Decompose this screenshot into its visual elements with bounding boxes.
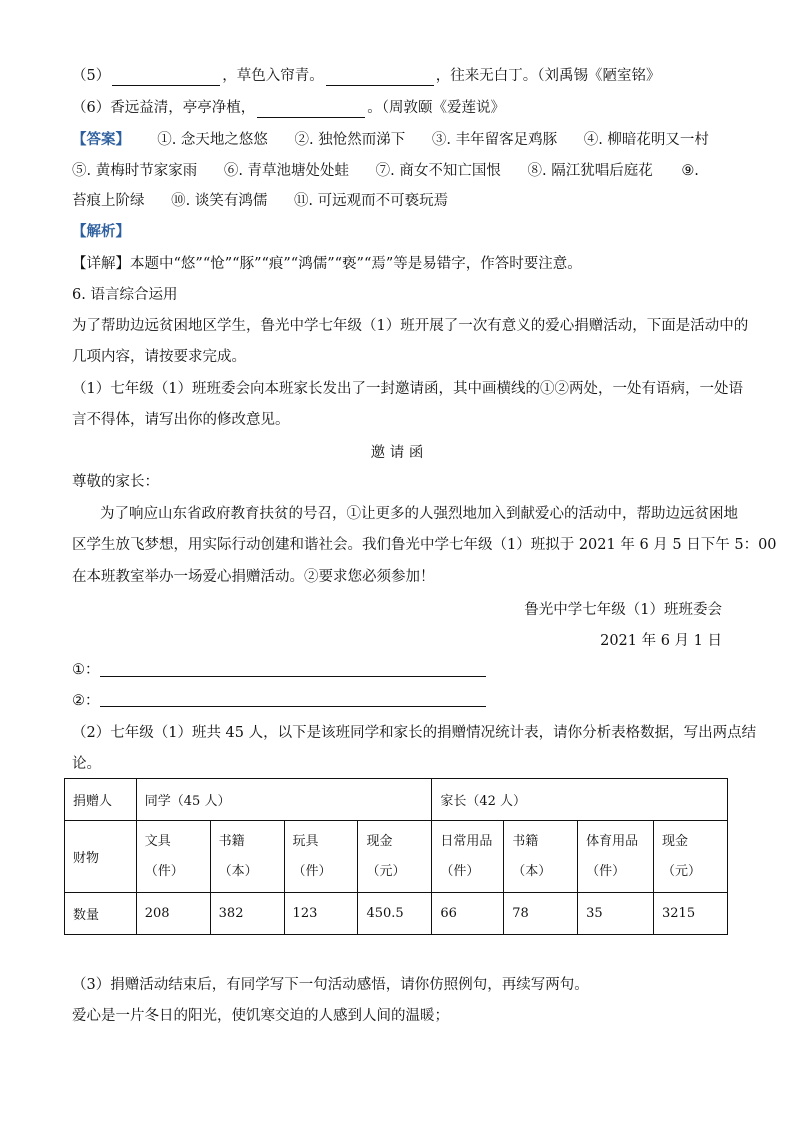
letter-body: 为了响应山东省政府教育扶贫的号召，①让更多的人强烈地加入到献爱心的活动中，帮助边远贫困地 [100, 506, 738, 522]
answer-item: ⑥. 青草池塘处处蛙 [223, 163, 350, 179]
table-cell: 家长（42 人） [432, 779, 728, 821]
table-cell: 3215 [654, 893, 728, 935]
answer-item: ⑧. 隔江犹唱后庭花 [527, 163, 653, 179]
answer-blank-2-label: ②： [72, 693, 100, 709]
poem-text: ，往来无白丁。 [435, 68, 538, 84]
question-number: （5） [72, 68, 111, 84]
sub-question-1: （1）七年级（1）班班委会向本班家长发出了一封邀请函，其中画横线的①②两处，一处有语病，一处语 [72, 381, 743, 397]
table-cell: 78 [504, 893, 578, 935]
answer-blank-2[interactable] [100, 706, 486, 707]
table-cell: 书籍 （本） [210, 821, 284, 893]
table-cell: 450.5 [358, 893, 432, 935]
table-cell: 382 [210, 893, 284, 935]
sub-question-1: 言不得体，请写出你的修改意见。 [72, 412, 290, 428]
answer-item: ②. 独怆然而涕下 [294, 132, 406, 148]
fill-blank[interactable] [257, 103, 365, 118]
fill-blank[interactable] [112, 71, 220, 86]
table-cell: 日常用品 （件） [432, 821, 504, 893]
table-cell: 体育用品 （件） [578, 821, 654, 893]
answer-line-3 [72, 191, 448, 211]
table-cell: 数量 [65, 893, 137, 935]
letter-date: 2021 年 6 月 1 日 [600, 633, 722, 649]
sub-question-3: （3）捐赠活动结束后，有同学写下一句活动感悟，请你仿照例句，再续写两句。 [72, 977, 589, 993]
poem-line-5 [72, 66, 660, 86]
answer-item: ⑤. 黄梅时节家家雨 [72, 163, 198, 179]
answer-item: ①. 念天地之悠悠 [157, 132, 268, 148]
answer-line-1 [72, 130, 709, 150]
table-cell: 文具 （件） [136, 821, 210, 893]
analysis-detail: 【详解】本题中“悠”“怆”“豚”“痕”“鸿儒”“亵”“焉”等是易错字，作答时要注意。 [72, 256, 582, 272]
table-cell: 同学（45 人） [136, 779, 432, 821]
answer-blank-1[interactable] [100, 676, 486, 677]
answer-tag: 【答案】 [72, 131, 130, 148]
table-row [65, 821, 728, 893]
table-cell: 208 [136, 893, 210, 935]
poem-text: 香远益清，亭亭净植， [110, 100, 256, 116]
analysis-tag: 【解析】 [72, 223, 130, 240]
poem-source: （刘禹锡《陋室铭》 [537, 68, 661, 84]
poem-line-6 [72, 98, 505, 118]
answer-item: ⑪. 可远观而不可亵玩焉 [293, 193, 449, 209]
answer-item: ⑦. 商女不知亡国恨 [375, 163, 501, 179]
answer-item: ⑩. 谈笑有鸿儒 [171, 193, 268, 209]
letter-greeting: 尊敬的家长： [72, 474, 159, 490]
table-row [65, 893, 728, 935]
answer-blank-1-label: ①： [72, 662, 100, 678]
answer-item: ④. 柳暗花明又一村 [583, 132, 709, 148]
table-cell: 财物 [65, 821, 137, 893]
table-cell: 书籍 （本） [504, 821, 578, 893]
table-cell: 捐赠人 [65, 779, 137, 821]
letter-body: 区学生放飞梦想，用实际行动创建和谐社会。我们鲁光中学七年级（1）班拟于 2021 年 6 月 5 日下午 5：00 [72, 537, 777, 553]
sub-question-2: （2）七年级（1）班共 45 人，以下是该班同学和家长的捐赠情况统计表，请你分析表格数据，写出两点结 [72, 725, 757, 741]
example-sentence: 爱心是一片冬日的阳光，使饥寒交迫的人感到人间的温暖； [72, 1008, 449, 1024]
poem-text: ，草色入帘青。 [222, 68, 324, 84]
poem-text: 。（周敦颐《爱莲说》 [367, 100, 505, 116]
table-cell: 66 [432, 893, 504, 935]
intro-text: 为了帮助边远贫困地区学生，鲁光中学七年级（1）班开展了一次有意义的爱心捐赠活动，下面是活动中的 [72, 318, 749, 334]
table-cell: 35 [578, 893, 654, 935]
letter-signature: 鲁光中学七年级（1）班班委会 [524, 602, 722, 618]
intro-text: 几项内容，请按要求完成。 [72, 349, 246, 365]
letter-body: 在本班教室举办一场爱心捐赠活动。②要求您必须参加！ [72, 569, 435, 585]
letter-title: 邀 请 函 [370, 445, 424, 461]
table-cell: 123 [284, 893, 358, 935]
donation-table [64, 778, 728, 935]
answer-line-2 [72, 161, 699, 181]
answer-item: 苔痕上阶绿 [72, 193, 145, 209]
table-cell: 现金 （元） [654, 821, 728, 893]
question-title: 6. 语言综合运用 [72, 287, 178, 303]
table-cell: 玩具 （件） [284, 821, 358, 893]
answer-item: ③. 丰年留客足鸡豚 [431, 132, 558, 148]
fill-blank[interactable] [326, 71, 434, 86]
sub-question-2: 论。 [72, 756, 101, 772]
question-number: （6） [72, 100, 111, 116]
table-cell: 现金 （元） [358, 821, 432, 893]
answer-item: ⑨. [681, 163, 699, 179]
table-row [65, 779, 728, 821]
